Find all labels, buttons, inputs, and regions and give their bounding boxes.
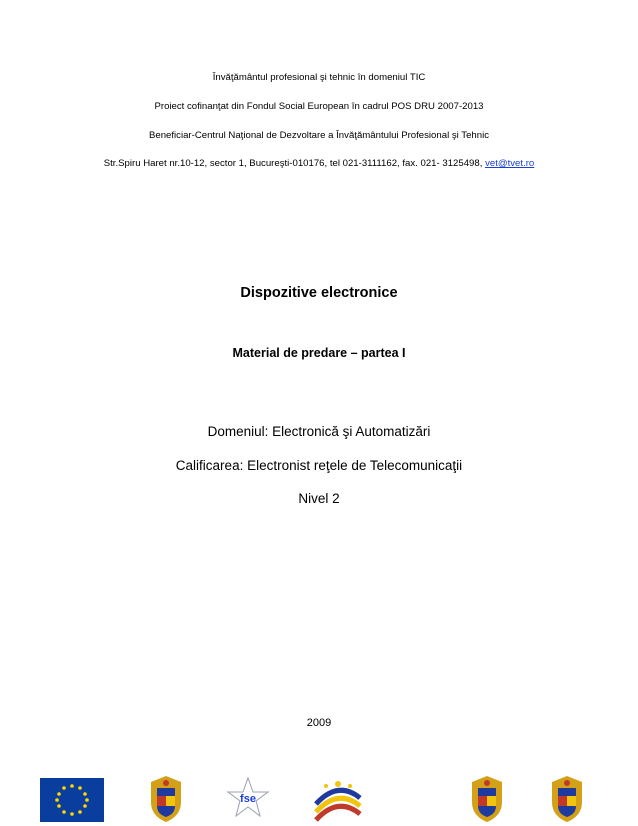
domain-label: Domeniul: Electronică şi Automatizări <box>207 424 431 439</box>
eu-flag-icon <box>40 778 104 822</box>
level-label: Nivel 2 <box>298 491 340 506</box>
footer-logos <box>40 772 600 824</box>
email-link[interactable]: vet@tvet.ro <box>485 158 535 169</box>
header-line-1: Învăţământul profesional şi tehnic în domeniul TIC <box>212 72 426 83</box>
header-address <box>0 158 638 169</box>
document-subtitle: Material de predare – partea I <box>232 346 406 360</box>
pos-dru-logo-icon <box>308 774 368 824</box>
document-title: Dispozitive electronice <box>240 285 398 301</box>
fse-logo-icon <box>222 776 274 822</box>
qualification-label: Calificarea: Electronist reţele de Telecomunicaţii <box>175 458 463 473</box>
year-label: 2009 <box>306 717 332 729</box>
romania-coat-of-arms-icon <box>548 774 586 824</box>
header-line-2: Proiect cofinanţat din Fondul Social European în cadrul POS DRU 2007-2013 <box>154 101 484 112</box>
address-text: Str.Spiru Haret nr.10-12, sector 1, Bucureşti-010176, tel 021-3111162, fax. 021- 3125498, <box>103 158 483 169</box>
header-line-3: Beneficiar-Centrul Naţional de Dezvoltare a Învăţământului Profesional şi Tehnic <box>148 130 490 141</box>
romania-coat-of-arms-icon <box>468 774 506 824</box>
svg-text:fse: fse <box>240 793 256 805</box>
romania-coat-of-arms-icon <box>147 774 185 824</box>
